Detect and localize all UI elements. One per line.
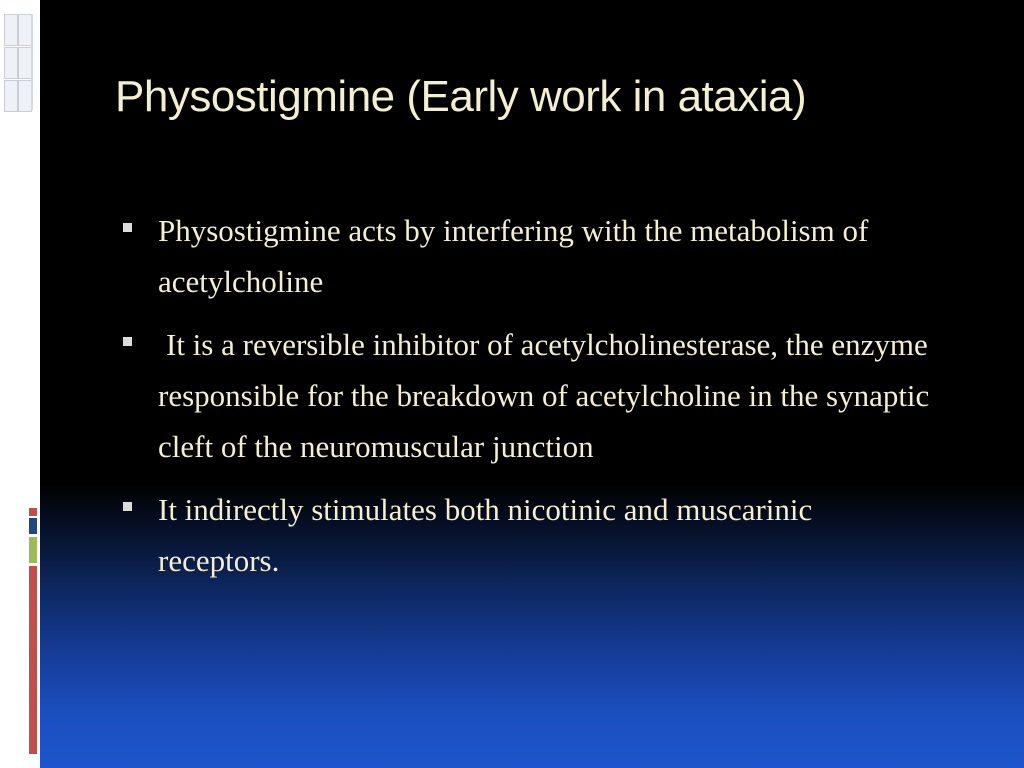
window-panes-icon	[4, 14, 32, 114]
bullet-item	[118, 319, 938, 472]
square-bullet-icon	[123, 502, 132, 511]
accent-green	[29, 537, 37, 563]
accent-blue	[29, 518, 37, 534]
bullet-text: It indirectly stimulates both nicotinic and muscarinic receptors.	[158, 492, 813, 578]
slide-content	[40, 0, 1024, 768]
bullet-text: It is a reversible inhibitor of acetylcholinesterase, the enzyme responsible for the breakdown of acetylcholine in the synaptic cleft of the neuromuscular junction	[158, 327, 930, 464]
accent-red-small	[29, 508, 37, 516]
bullet-item	[118, 484, 938, 586]
bullet-list	[118, 205, 938, 598]
accent-red-long	[29, 566, 37, 754]
bullet-item	[118, 205, 938, 307]
left-decoration-strip	[0, 0, 40, 768]
square-bullet-icon	[123, 337, 132, 346]
square-bullet-icon	[123, 223, 132, 232]
slide-title: Physostigmine (Early work in ataxia)	[115, 72, 807, 121]
bullet-text: Physostigmine acts by interfering with the metabolism of acetylcholine	[158, 213, 869, 299]
